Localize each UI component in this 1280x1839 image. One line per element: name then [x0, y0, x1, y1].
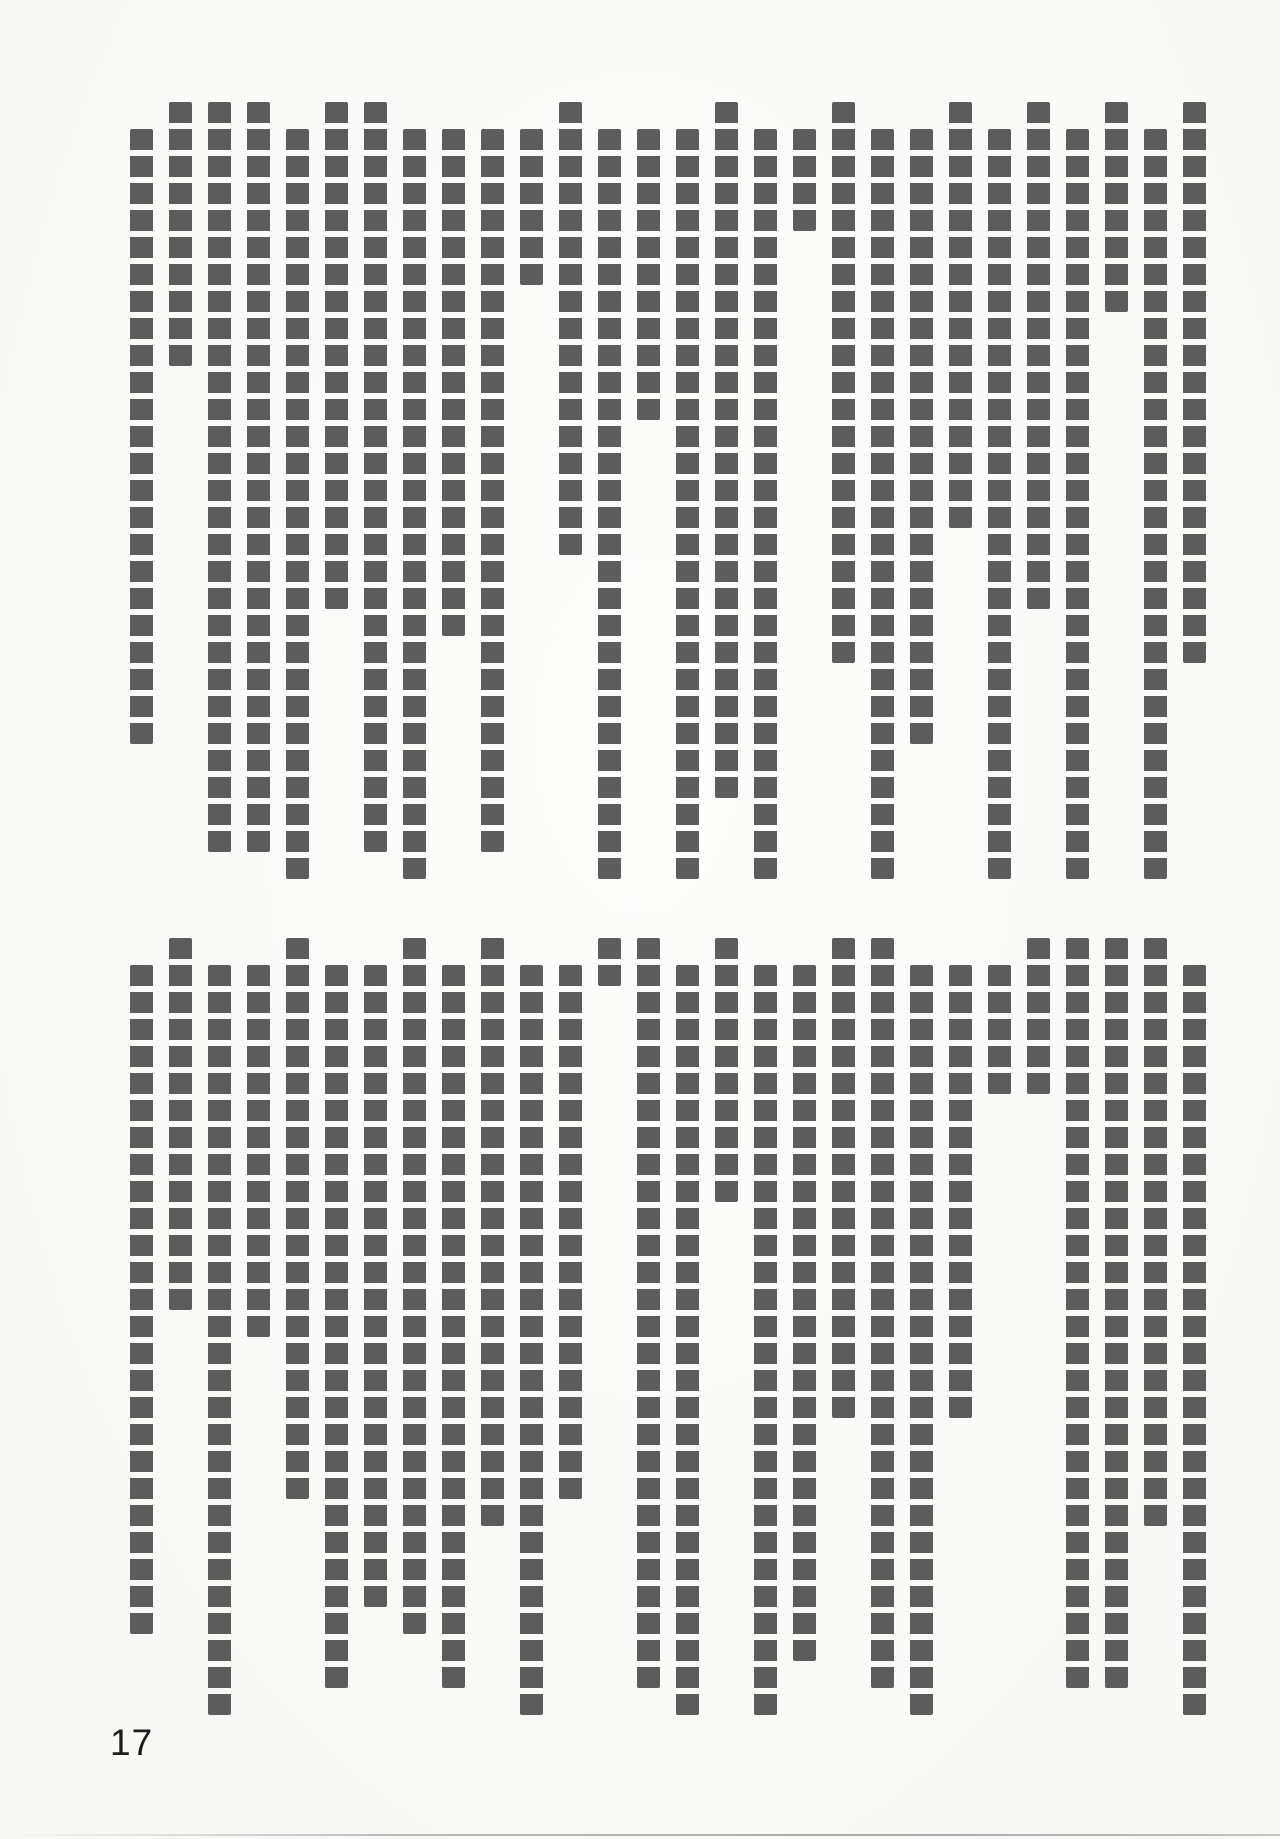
text-column-redacted: [1183, 102, 1206, 663]
text-column-redacted: [325, 965, 348, 1688]
text-column-redacted: [637, 938, 660, 1688]
text-column-redacted: [598, 938, 621, 986]
text-column-redacted: [1027, 102, 1050, 609]
text-column-redacted: [988, 129, 1011, 879]
text-column-redacted: [403, 938, 426, 1634]
text-column-redacted: [832, 938, 855, 1418]
text-column-redacted: [247, 965, 270, 1337]
text-column-redacted: [130, 129, 153, 744]
text-column-redacted: [676, 965, 699, 1715]
text-block-top: [130, 102, 1206, 862]
text-column-redacted: [559, 965, 582, 1499]
text-column-redacted: [286, 129, 309, 879]
scan-edge-artifact: [0, 1834, 1280, 1836]
text-column-redacted: [1105, 102, 1128, 312]
text-column-redacted: [1066, 938, 1089, 1688]
text-column-redacted: [949, 102, 972, 528]
text-column-redacted: [754, 129, 777, 879]
text-column-redacted: [208, 102, 231, 852]
text-column-redacted: [169, 102, 192, 366]
text-column-redacted: [871, 938, 894, 1688]
text-column-redacted: [793, 965, 816, 1661]
text-column-redacted: [871, 129, 894, 879]
text-column-redacted: [676, 129, 699, 879]
page-number: 17: [110, 1722, 154, 1763]
text-column-redacted: [403, 129, 426, 879]
text-column-redacted: [910, 129, 933, 744]
text-column-redacted: [481, 938, 504, 1526]
text-column-redacted: [364, 965, 387, 1607]
text-column-redacted: [715, 102, 738, 798]
text-column-redacted: [988, 965, 1011, 1094]
text-column-redacted: [559, 102, 582, 555]
text-column-redacted: [442, 129, 465, 636]
text-column-redacted: [325, 102, 348, 609]
text-column-redacted: [793, 129, 816, 231]
text-column-redacted: [247, 102, 270, 852]
text-column-redacted: [442, 965, 465, 1688]
text-column-redacted: [208, 965, 231, 1715]
text-column-redacted: [910, 965, 933, 1715]
text-column-redacted: [130, 965, 153, 1634]
text-column-redacted: [1183, 965, 1206, 1715]
text-column-redacted: [1144, 129, 1167, 879]
text-column-redacted: [1066, 129, 1089, 879]
text-column-redacted: [832, 102, 855, 663]
text-column-redacted: [364, 102, 387, 852]
text-column-redacted: [1144, 938, 1167, 1526]
text-column-redacted: [520, 129, 543, 285]
text-column-redacted: [481, 129, 504, 852]
text-column-redacted: [598, 129, 621, 879]
text-column-redacted: [715, 938, 738, 1202]
text-column-redacted: [754, 965, 777, 1715]
text-column-redacted: [1105, 938, 1128, 1688]
text-block-bottom: [130, 938, 1206, 1698]
text-column-redacted: [1027, 938, 1050, 1094]
text-column-redacted: [637, 129, 660, 420]
text-column-redacted: [169, 938, 192, 1310]
text-column-redacted: [520, 965, 543, 1715]
text-column-redacted: [286, 938, 309, 1499]
text-column-redacted: [949, 965, 972, 1418]
